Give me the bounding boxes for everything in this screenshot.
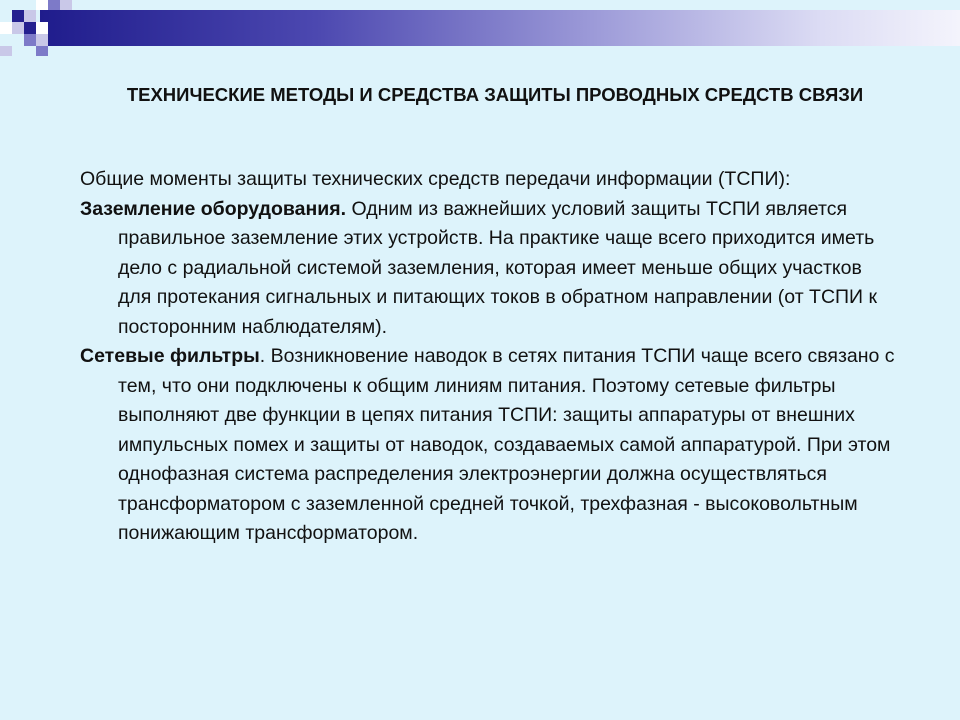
slide-title: ТЕХНИЧЕСКИЕ МЕТОДЫ И СРЕДСТВА ЗАЩИТЫ ПРОВОДНЫХ СРЕДСТВ СВЯЗИ <box>126 84 864 105</box>
header-gradient-bar <box>40 10 960 46</box>
section-grounding-heading: Заземление оборудования. <box>80 197 347 220</box>
section-line-filters-text: . Возникновение наводок в сетях питания ТСПИ чаще всего связано с тем, что они подключены к общим линиям питания. Поэтому сетевые фильтры выполняют две функции в цепях питания ТСПИ: защиты аппаратуры от внешних импульсных помех и защиты от наводок, создаваемых самой аппаратурой. При этом однофазная система распределения электроэнергии должна осуществляться трансформатором с заземленной средней точкой, трехфазная - высоковольтным понижающим трансформатором. <box>118 345 895 544</box>
intro-text: Общие моменты защиты технических средств передачи информации (ТСПИ): <box>80 168 791 190</box>
intro-paragraph <box>80 165 900 195</box>
slide-body <box>80 165 900 549</box>
section-grounding-text: Одним из важнейших условий защиты ТСПИ является правильное заземление этих устройств. На практике чаще всего приходится иметь дело с радиальной системой заземления, которая имеет меньше общих участков для протекания сигнальных и питающих токов в обратном направлении (от ТСПИ к посторонним наблюдателям). <box>118 197 878 338</box>
section-grounding <box>80 195 900 343</box>
section-line-filters <box>80 342 900 549</box>
section-line-filters-heading: Сетевые фильтры <box>80 345 260 367</box>
